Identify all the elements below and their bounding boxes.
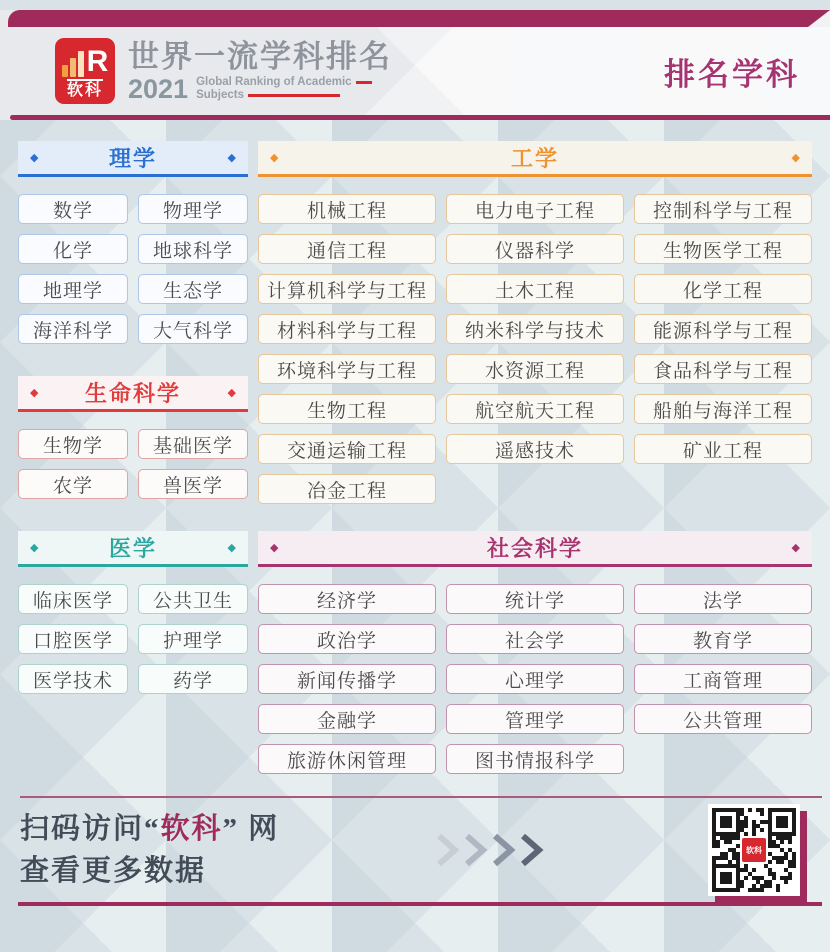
- section-title: 理学: [108, 146, 157, 171]
- subject-item[interactable]: 船舶与海洋工程: [634, 394, 812, 424]
- footer-caption-prefix: 扫码访问: [20, 813, 145, 845]
- ranking-title-block: [128, 40, 392, 103]
- subject-item[interactable]: 材料科学与工程: [258, 314, 436, 344]
- subject-item[interactable]: 护理学: [138, 624, 248, 654]
- page-title: 排名学科: [664, 56, 800, 92]
- red-dash-icon: [356, 81, 372, 84]
- diamond-icon: ◆: [791, 152, 800, 164]
- subject-item[interactable]: 管理学: [446, 704, 624, 734]
- subject-grid: [18, 584, 248, 694]
- ranking-year: 2021: [128, 73, 189, 104]
- footer-caption-suffix: 网: [239, 813, 280, 845]
- subject-item[interactable]: 海洋科学: [18, 314, 128, 344]
- subject-item[interactable]: 教育学: [634, 624, 812, 654]
- subject-item[interactable]: 化学: [18, 234, 128, 264]
- ranking-title-en: [196, 76, 372, 102]
- open-quote: “: [144, 813, 161, 845]
- section-header-science: [18, 141, 248, 177]
- subject-item[interactable]: 生物工程: [258, 394, 436, 424]
- subject-item[interactable]: 经济学: [258, 584, 436, 614]
- footer-bottom-divider: [18, 902, 822, 906]
- subject-item[interactable]: 计算机科学与工程: [258, 274, 436, 304]
- subject-grid: [18, 429, 248, 499]
- footer-caption: [20, 808, 279, 892]
- subject-item[interactable]: 控制科学与工程: [634, 194, 812, 224]
- ranking-title-en-line2: Subjects: [196, 88, 245, 101]
- section-title: 工学: [510, 146, 559, 171]
- subject-item[interactable]: 通信工程: [258, 234, 436, 264]
- subject-item[interactable]: 食品科学与工程: [634, 354, 812, 384]
- diamond-icon: ◆: [227, 152, 236, 164]
- subject-grid: [18, 194, 248, 344]
- subject-item[interactable]: 政治学: [258, 624, 436, 654]
- subject-item[interactable]: 临床医学: [18, 584, 128, 614]
- red-dash-icon: [248, 94, 340, 97]
- header-card: [0, 27, 830, 115]
- header: [0, 10, 830, 120]
- ranking-title-en-line1: Global Ranking of Academic: [196, 75, 352, 88]
- section-title: 生命科学: [84, 381, 181, 406]
- subjects-content: [0, 120, 830, 774]
- subject-item[interactable]: 物理学: [138, 194, 248, 224]
- subject-item[interactable]: 矿业工程: [634, 434, 812, 464]
- subject-item[interactable]: 能源科学与工程: [634, 314, 812, 344]
- subject-item[interactable]: 仪器科学: [446, 234, 624, 264]
- left-column: [18, 141, 248, 774]
- diamond-icon: ◆: [227, 542, 236, 554]
- subject-item[interactable]: 工商管理: [634, 664, 812, 694]
- subject-item[interactable]: 社会学: [446, 624, 624, 654]
- subject-item[interactable]: 统计学: [446, 584, 624, 614]
- diamond-icon: ◆: [30, 152, 39, 164]
- subject-item[interactable]: 水资源工程: [446, 354, 624, 384]
- subject-item[interactable]: 公共管理: [634, 704, 812, 734]
- section-science: [18, 141, 248, 344]
- subject-item[interactable]: 口腔医学: [18, 624, 128, 654]
- subject-item[interactable]: 心理学: [446, 664, 624, 694]
- diamond-icon: ◆: [270, 542, 279, 554]
- diamond-icon: ◆: [30, 387, 39, 399]
- logo-brand-text: 软科: [67, 79, 103, 100]
- subject-item[interactable]: 航空航天工程: [446, 394, 624, 424]
- subject-item[interactable]: 数学: [18, 194, 128, 224]
- subject-grid: [258, 584, 812, 774]
- footer: [0, 796, 830, 906]
- subject-item[interactable]: 图书情报科学: [446, 744, 624, 774]
- section-medicine: [18, 531, 248, 694]
- subject-item[interactable]: 金融学: [258, 704, 436, 734]
- subject-item[interactable]: 医学技术: [18, 664, 128, 694]
- subject-item[interactable]: 交通运输工程: [258, 434, 436, 464]
- qr-code: [708, 804, 800, 896]
- section-title: 医学: [108, 536, 157, 561]
- subject-item[interactable]: 机械工程: [258, 194, 436, 224]
- section-life-science: [18, 376, 248, 499]
- subject-item[interactable]: 化学工程: [634, 274, 812, 304]
- diamond-icon: ◆: [30, 542, 39, 554]
- section-title: 社会科学: [486, 536, 583, 561]
- section-header-medicine: [18, 531, 248, 567]
- diamond-icon: ◆: [791, 542, 800, 554]
- bar-chart-r-icon: [62, 45, 109, 77]
- subject-grid: [258, 194, 812, 504]
- section-social-science: [258, 531, 812, 774]
- section-header-social-science: [258, 531, 812, 567]
- section-header-life-science: [18, 376, 248, 412]
- footer-caption-line2: 查看更多数据: [20, 855, 207, 887]
- subject-item[interactable]: 旅游休闲管理: [258, 744, 436, 774]
- subject-item[interactable]: 纳米科学与技术: [446, 314, 624, 344]
- page: [0, 10, 830, 952]
- header-underline: [10, 115, 830, 120]
- subject-item[interactable]: 地理学: [18, 274, 128, 304]
- subject-item[interactable]: 公共卫生: [138, 584, 248, 614]
- diamond-icon: ◆: [227, 387, 236, 399]
- subject-item[interactable]: 药学: [138, 664, 248, 694]
- section-engineering: [258, 141, 812, 504]
- subject-item[interactable]: 地球科学: [138, 234, 248, 264]
- footer-brand: 软科: [160, 813, 223, 845]
- subject-item[interactable]: 法学: [634, 584, 812, 614]
- subject-item[interactable]: 生态学: [138, 274, 248, 304]
- subject-item[interactable]: 生物医学工程: [634, 234, 812, 264]
- ranking-title-cn: 世界一流学科排名: [128, 38, 392, 74]
- subject-item[interactable]: 遥感技术: [446, 434, 624, 464]
- header-top-bar: [8, 10, 830, 27]
- chevrons-icon: [433, 828, 555, 872]
- right-column: [258, 141, 812, 774]
- subject-item[interactable]: 新闻传播学: [258, 664, 436, 694]
- section-header-engineering: [258, 141, 812, 177]
- close-quote: ”: [222, 813, 240, 845]
- logo-r-letter: R: [86, 45, 109, 78]
- subject-item[interactable]: 土木工程: [446, 274, 624, 304]
- subject-item[interactable]: 农学: [18, 469, 128, 499]
- diamond-icon: ◆: [270, 152, 279, 164]
- subject-item[interactable]: 生物学: [18, 429, 128, 459]
- subject-item[interactable]: 电力电子工程: [446, 194, 624, 224]
- subject-item[interactable]: 环境科学与工程: [258, 354, 436, 384]
- subject-item[interactable]: 冶金工程: [258, 474, 436, 504]
- subject-item[interactable]: 大气科学: [138, 314, 248, 344]
- subject-item[interactable]: 兽医学: [138, 469, 248, 499]
- subject-item[interactable]: 基础医学: [138, 429, 248, 459]
- ruanke-logo: [55, 38, 115, 104]
- qr-center-logo: 软科: [740, 836, 768, 864]
